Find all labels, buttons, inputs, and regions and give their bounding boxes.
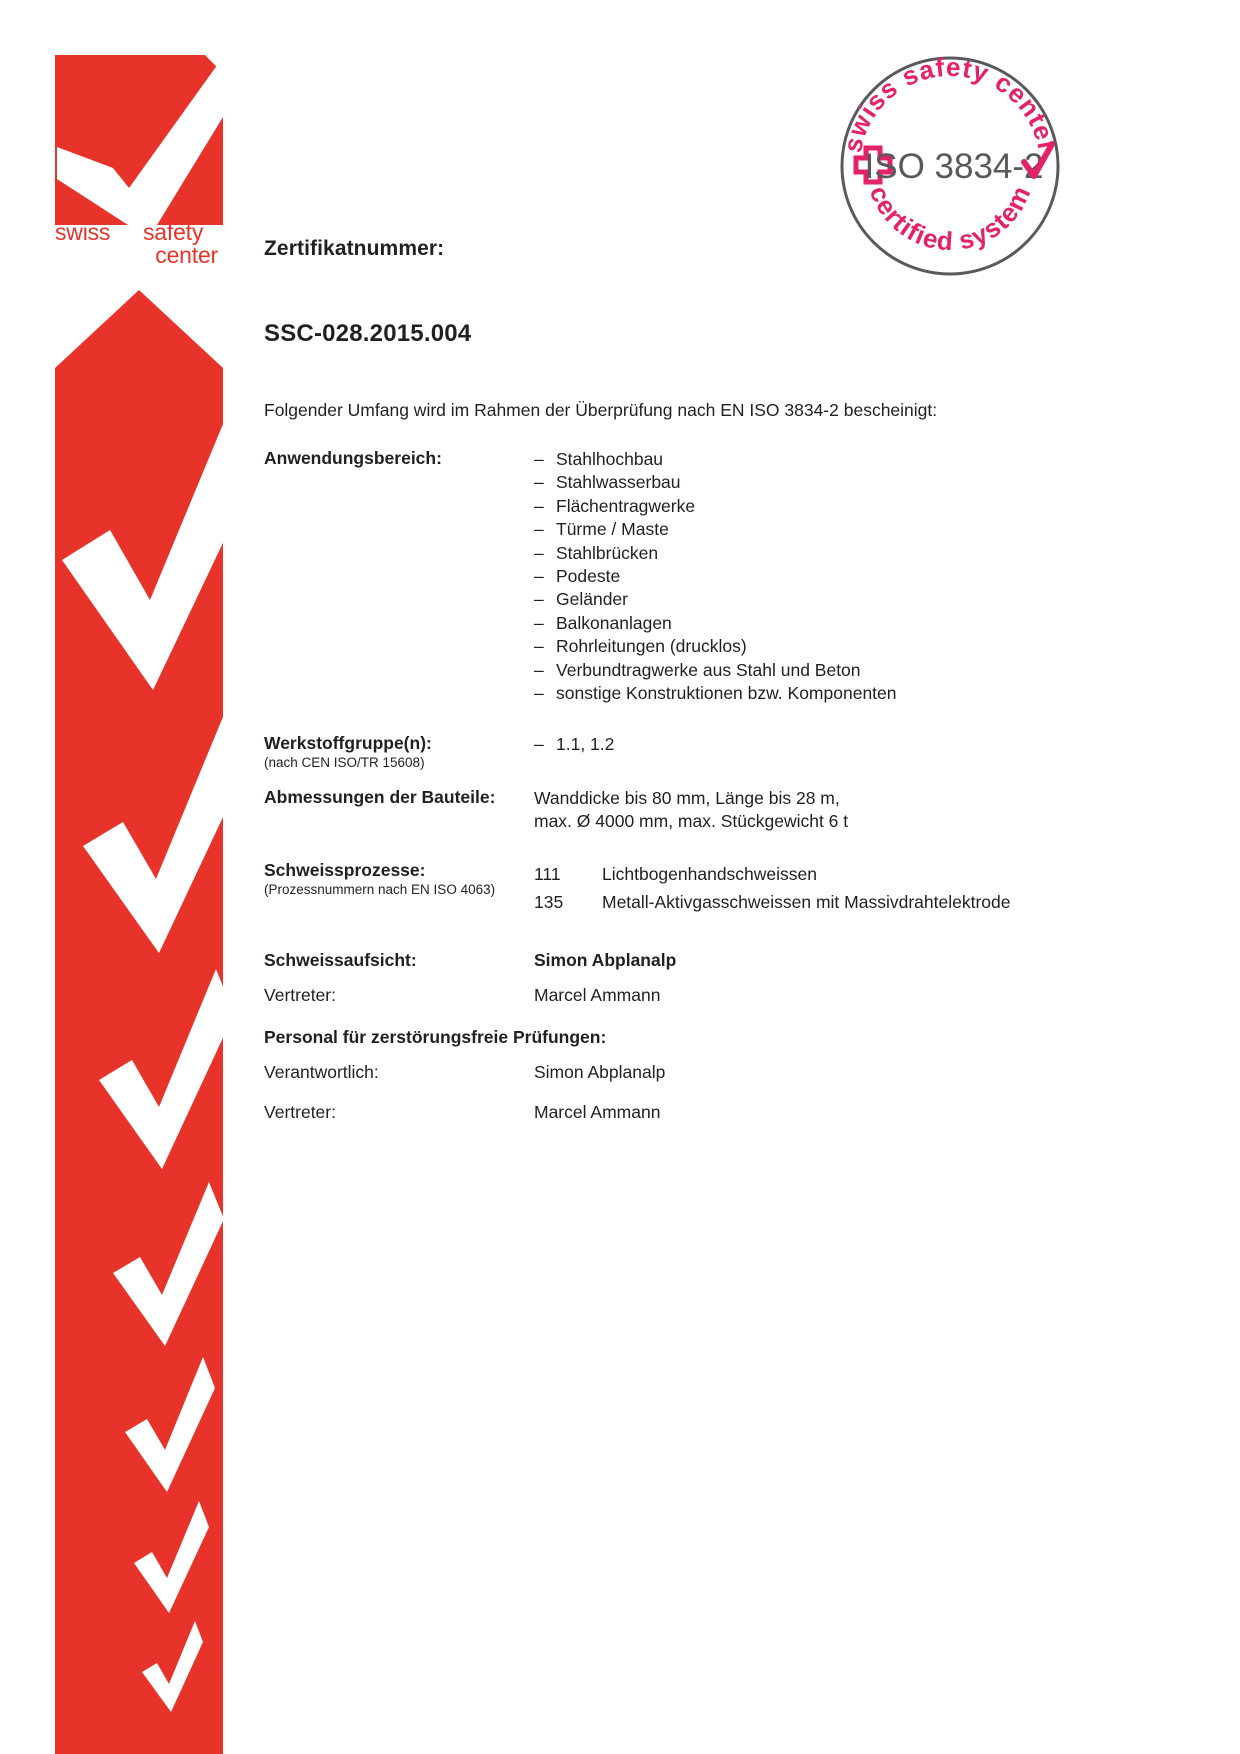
list-item xyxy=(534,682,897,705)
dash-marker: – xyxy=(534,683,544,704)
dimensions-values xyxy=(534,787,848,834)
material-groups-sublabel: (nach CEN ISO/TR 15608) xyxy=(264,755,425,770)
process-name: Metall-Aktivgasschweissen mit Massivdrahtelektrode xyxy=(602,892,1011,912)
processes-label: Schweissprozesse: xyxy=(264,860,426,880)
list-item xyxy=(534,733,614,756)
intro-paragraph: Folgender Umfang wird im Rahmen der Überprüfung nach EN ISO 3834-2 bescheinigt: xyxy=(264,400,938,420)
dash-marker: – xyxy=(534,734,544,754)
logo-word-center: center xyxy=(155,242,218,268)
certificate-number-value: SSC-028.2015.004 xyxy=(264,320,472,347)
ndt-responsible-value: Simon Abplanalp xyxy=(534,1062,666,1082)
dash-marker: – xyxy=(534,612,544,633)
dash-marker: – xyxy=(534,636,544,657)
process-number: 111 xyxy=(534,864,561,884)
processes-list xyxy=(534,860,1010,916)
logo-word-safety: safety xyxy=(143,219,204,245)
list-item xyxy=(534,518,897,541)
list-item-label: Verbundtragwerke aus Stahl und Beton xyxy=(556,659,861,680)
processes-sublabel: (Prozessnummern nach EN ISO 4063) xyxy=(264,882,496,897)
ndt-deputy-value: Marcel Ammann xyxy=(534,1102,661,1122)
svg-text:certified system: certified system xyxy=(863,180,1037,257)
dash-marker: – xyxy=(534,519,544,540)
scope-list xyxy=(534,448,897,705)
dash-marker: – xyxy=(534,542,544,563)
list-item-label: Rohrleitungen (drucklos) xyxy=(556,636,747,657)
list-item xyxy=(534,635,897,658)
list-item xyxy=(534,448,897,471)
svg-text:swiss safety center: swiss safety center xyxy=(837,52,1063,156)
dimensions-line-1: Wanddicke bis 80 mm, Länge bis 28 m, xyxy=(534,788,840,808)
list-item xyxy=(534,612,897,635)
logo-wordmark xyxy=(55,221,235,267)
decorative-red-band xyxy=(55,290,223,1754)
logo-checkmark-mark xyxy=(55,55,223,225)
scope-label: Anwendungsbereich: xyxy=(264,448,442,468)
dash-marker: – xyxy=(534,495,544,516)
ndt-deputy-label: Vertreter: xyxy=(264,1102,336,1122)
material-groups-value: 1.1, 1.2 xyxy=(556,734,615,754)
list-item-label: Stahlbrücken xyxy=(556,542,659,563)
list-item-label: Balkonanlagen xyxy=(556,612,672,633)
list-item-label: Türme / Maste xyxy=(556,519,669,540)
dash-marker: – xyxy=(534,449,544,469)
dimensions-line-2: max. Ø 4000 mm, max. Stückgewicht 6 t xyxy=(534,811,849,832)
list-item-label: Flächentragwerke xyxy=(556,495,696,516)
certificate-number-label: Zertifikatnummer: xyxy=(264,237,445,260)
dash-marker: – xyxy=(534,589,544,610)
list-item xyxy=(534,659,897,682)
process-name: Lichtbogenhandschweissen xyxy=(602,864,818,884)
process-number: 135 xyxy=(534,892,564,912)
material-groups-label: Werkstoffgruppe(n): xyxy=(264,733,432,753)
svg-text:ISO 3834-2: ISO 3834-2 xyxy=(864,147,1044,186)
dash-marker: – xyxy=(534,566,544,587)
dash-marker: – xyxy=(534,659,544,680)
list-item xyxy=(534,588,897,611)
list-item xyxy=(534,542,897,565)
process-row xyxy=(534,888,1010,916)
list-item-label: Podeste xyxy=(556,566,621,587)
ndt-responsible-label: Verantwortlich: xyxy=(264,1062,379,1082)
list-item xyxy=(534,565,897,588)
material-groups-values xyxy=(534,733,614,756)
process-row xyxy=(534,860,1010,888)
logo-word-swiss: swiss xyxy=(55,219,111,245)
ndt-heading: Personal für zerstörungsfreie Prüfungen: xyxy=(264,1027,607,1047)
welding-deputy-value: Marcel Ammann xyxy=(534,985,661,1005)
welding-supervision-label: Schweissaufsicht: xyxy=(264,950,417,970)
swiss-safety-center-logo xyxy=(55,55,223,280)
welding-supervision-value: Simon Abplanalp xyxy=(534,950,677,970)
list-item-label: sonstige Konstruktionen bzw. Komponenten xyxy=(556,683,897,704)
dimensions-label: Abmessungen der Bauteile: xyxy=(264,787,496,807)
list-item-label: Geländer xyxy=(556,589,628,610)
dash-marker: – xyxy=(534,472,544,493)
list-item xyxy=(534,495,897,518)
welding-deputy-label: Vertreter: xyxy=(264,985,336,1005)
certificate-content xyxy=(264,0,1144,1754)
list-item-label: Stahlwasserbau xyxy=(556,472,681,493)
list-item xyxy=(534,471,897,494)
list-item-label: Stahlhochbau xyxy=(556,449,664,469)
